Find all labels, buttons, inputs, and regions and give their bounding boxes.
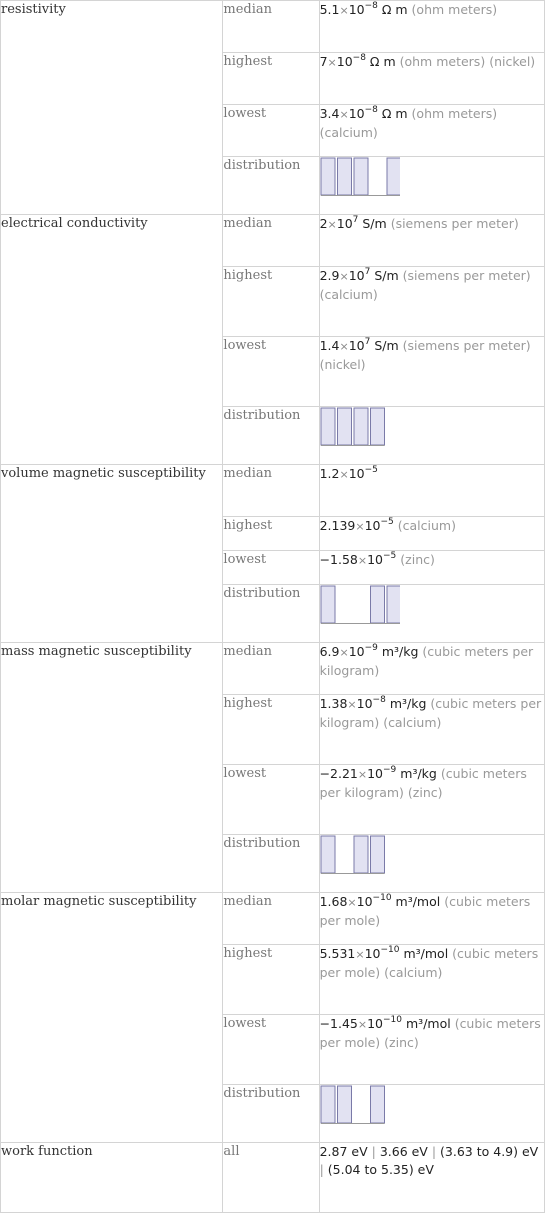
element-note: (calcium) xyxy=(319,287,378,302)
unit-description: (siemens per meter) xyxy=(402,268,531,283)
histogram-bar xyxy=(337,408,351,445)
histogram-bar xyxy=(354,158,368,195)
value-exponent: −5 xyxy=(380,516,394,527)
distribution-histogram xyxy=(320,835,400,875)
value-mantissa: 1.38 xyxy=(319,696,348,711)
histogram-bar xyxy=(337,1086,351,1123)
value-exponent: −8 xyxy=(372,694,386,705)
value-exponent: −8 xyxy=(364,104,378,115)
stat-label: median xyxy=(223,1,319,53)
value-mantissa: 1.2 xyxy=(319,466,340,481)
value-exponent: 7 xyxy=(364,266,371,277)
stat-value xyxy=(319,1143,544,1213)
value-exponent: 7 xyxy=(364,336,371,347)
unit-description: (cubic meters per mole) xyxy=(319,946,539,980)
value-unit: Ω m xyxy=(381,2,408,17)
times-symbol: × xyxy=(357,554,368,567)
value-unit: m³/kg xyxy=(400,766,437,781)
work-function-value: (5.04 to 5.35) eV xyxy=(327,1162,434,1177)
value-unit: m³/kg xyxy=(389,696,427,711)
stat-label: lowest xyxy=(223,1015,319,1085)
unit-description: (cubic meters per kilogram) xyxy=(319,644,534,678)
times-symbol: × xyxy=(339,340,349,353)
stat-label: distribution xyxy=(223,1085,319,1143)
stat-label: lowest xyxy=(223,337,319,407)
property-name: electrical conductivity xyxy=(1,215,223,465)
power-base: 10 xyxy=(364,946,381,961)
value-mantissa: 2.139 xyxy=(319,518,356,533)
unit-description: (ohm meters) xyxy=(411,106,498,121)
stat-value xyxy=(319,1,544,53)
element-note: (calcium) xyxy=(397,518,456,533)
times-symbol: × xyxy=(339,468,349,481)
power-base: 10 xyxy=(336,216,353,231)
histogram-bar xyxy=(354,836,368,873)
stat-label: median xyxy=(223,643,319,695)
property-name: volume magnetic susceptibility xyxy=(1,465,223,643)
property-name: molar magnetic susceptibility xyxy=(1,893,223,1143)
value-mantissa: −1.45 xyxy=(319,1016,358,1031)
value-unit: m³/mol xyxy=(403,946,449,961)
value-unit: m³/mol xyxy=(395,894,441,909)
times-symbol: × xyxy=(327,218,337,231)
distribution-histogram xyxy=(320,157,400,197)
distribution-chart-cell xyxy=(319,585,544,643)
histogram-bar xyxy=(387,586,400,623)
histogram-bar xyxy=(370,408,384,445)
histogram-bar xyxy=(370,586,384,623)
times-symbol: × xyxy=(339,4,349,17)
histogram-bar xyxy=(370,836,384,873)
stat-label: lowest xyxy=(223,551,319,585)
stat-value xyxy=(319,893,544,945)
value-separator: | xyxy=(371,1144,376,1159)
value-exponent: −5 xyxy=(383,550,397,561)
value-mantissa: 5.531 xyxy=(319,946,356,961)
stat-value xyxy=(319,695,544,765)
value-separator: | xyxy=(431,1144,437,1159)
power-base: 10 xyxy=(348,2,365,17)
value-unit: S/m xyxy=(374,268,399,283)
histogram-bar xyxy=(321,836,335,873)
stat-value xyxy=(319,215,544,267)
value-unit: m³/kg xyxy=(381,644,419,659)
distribution-histogram xyxy=(320,407,400,447)
histogram-bar xyxy=(321,158,335,195)
unit-description: (cubic meters per mole) xyxy=(319,894,531,928)
times-symbol: × xyxy=(357,1018,368,1031)
property-name: work function xyxy=(1,1143,223,1213)
times-symbol: × xyxy=(339,108,349,121)
element-note: (zinc) xyxy=(400,552,435,567)
stat-value xyxy=(319,53,544,105)
power-base: 10 xyxy=(356,696,373,711)
stat-value xyxy=(319,765,544,835)
value-mantissa: 2 xyxy=(319,216,328,231)
unit-description: (cubic meters per mole) xyxy=(319,1016,541,1050)
stat-label: highest xyxy=(223,267,319,337)
stat-label: highest xyxy=(223,695,319,765)
value-exponent: −10 xyxy=(372,892,392,903)
value-exponent: −5 xyxy=(364,464,378,475)
histogram-bar xyxy=(321,586,335,623)
element-note: (nickel) xyxy=(319,357,366,372)
histogram-bar xyxy=(354,408,368,445)
value-mantissa: 2.9 xyxy=(319,268,340,283)
work-function-value: (3.63 to 4.9) eV xyxy=(440,1144,539,1159)
value-separator: | xyxy=(319,1162,324,1177)
times-symbol: × xyxy=(355,948,365,961)
unit-description: (siemens per meter) xyxy=(402,338,531,353)
times-symbol: × xyxy=(347,698,357,711)
power-base: 10 xyxy=(367,766,384,781)
table-row xyxy=(1,215,545,267)
value-unit: S/m xyxy=(362,216,387,231)
work-function-value: 3.66 eV xyxy=(379,1144,428,1159)
property-name: mass magnetic susceptibility xyxy=(1,643,223,893)
value-exponent: −10 xyxy=(383,1014,403,1025)
value-exponent: −8 xyxy=(352,52,366,63)
work-function-value: 2.87 eV xyxy=(319,1144,368,1159)
properties-table-body xyxy=(1,1,545,1213)
histogram-bar xyxy=(387,158,400,195)
power-base: 10 xyxy=(348,106,365,121)
stat-label: median xyxy=(223,893,319,945)
element-note: (zinc) xyxy=(384,1035,419,1050)
stat-label: distribution xyxy=(223,157,319,215)
power-base: 10 xyxy=(348,268,365,283)
stat-value xyxy=(319,945,544,1015)
value-mantissa: −2.21 xyxy=(319,766,358,781)
stat-value xyxy=(319,465,544,517)
element-note: (calcium) xyxy=(383,715,442,730)
stat-value xyxy=(319,643,544,695)
histogram-bar xyxy=(370,1086,384,1123)
stat-value xyxy=(319,551,544,585)
distribution-chart-cell xyxy=(319,407,544,465)
stat-label: lowest xyxy=(223,765,319,835)
stat-label: highest xyxy=(223,53,319,105)
value-exponent: −8 xyxy=(364,0,378,11)
power-base: 10 xyxy=(367,552,384,567)
distribution-histogram xyxy=(320,1085,400,1125)
value-mantissa: 3.4 xyxy=(319,106,340,121)
value-mantissa: 1.4 xyxy=(319,338,340,353)
table-row xyxy=(1,1,545,53)
value-exponent: −9 xyxy=(383,764,397,775)
unit-description: (cubic meters per kilogram) xyxy=(319,766,527,800)
power-base: 10 xyxy=(356,894,373,909)
value-unit: Ω m xyxy=(381,106,408,121)
value-unit: S/m xyxy=(374,338,399,353)
value-exponent: 7 xyxy=(352,214,359,225)
distribution-histogram xyxy=(320,585,400,625)
element-note: (calcium) xyxy=(384,965,443,980)
distribution-chart-cell xyxy=(319,157,544,215)
value-unit: Ω m xyxy=(369,54,396,69)
unit-description: (siemens per meter) xyxy=(390,216,519,231)
histogram-bar xyxy=(321,408,335,445)
stat-value xyxy=(319,337,544,407)
times-symbol: × xyxy=(339,270,349,283)
value-mantissa: 5.1 xyxy=(319,2,340,17)
property-name: resistivity xyxy=(1,1,223,215)
unit-description: (cubic meters per kilogram) xyxy=(319,696,542,730)
stat-label: highest xyxy=(223,945,319,1015)
value-exponent: −10 xyxy=(380,944,400,955)
element-note: (nickel) xyxy=(489,54,536,69)
power-base: 10 xyxy=(367,1016,384,1031)
stat-value xyxy=(319,1015,544,1085)
table-row xyxy=(1,893,545,945)
unit-description: (ohm meters) xyxy=(399,54,486,69)
histogram-bar xyxy=(337,158,351,195)
value-unit: m³/mol xyxy=(406,1016,451,1031)
times-symbol: × xyxy=(357,768,368,781)
table-row xyxy=(1,643,545,695)
times-symbol: × xyxy=(355,520,365,533)
stat-label: distribution xyxy=(223,407,319,465)
element-note: (calcium) xyxy=(319,125,378,140)
element-note: (zinc) xyxy=(407,785,443,800)
stat-value xyxy=(319,517,544,551)
times-symbol: × xyxy=(339,646,349,659)
stat-label: median xyxy=(223,215,319,267)
distribution-chart-cell xyxy=(319,1085,544,1143)
value-exponent: −9 xyxy=(364,642,378,653)
histogram-bar xyxy=(321,1086,335,1123)
power-base: 10 xyxy=(364,518,381,533)
stat-label: median xyxy=(223,465,319,517)
table-row xyxy=(1,465,545,517)
value-mantissa: 1.68 xyxy=(319,894,348,909)
stat-label: lowest xyxy=(223,105,319,157)
times-symbol: × xyxy=(347,896,357,909)
stat-label: distribution xyxy=(223,585,319,643)
stat-value xyxy=(319,267,544,337)
distribution-chart-cell xyxy=(319,835,544,893)
stat-value xyxy=(319,105,544,157)
power-base: 10 xyxy=(336,54,353,69)
stat-label: distribution xyxy=(223,835,319,893)
stat-label: highest xyxy=(223,517,319,551)
power-base: 10 xyxy=(348,338,365,353)
value-mantissa: 6.9 xyxy=(319,644,340,659)
power-base: 10 xyxy=(348,644,365,659)
power-base: 10 xyxy=(348,466,365,481)
table-row xyxy=(1,1143,545,1213)
unit-description: (ohm meters) xyxy=(411,2,498,17)
times-symbol: × xyxy=(327,56,337,69)
value-mantissa: −1.58 xyxy=(319,552,358,567)
value-mantissa: 7 xyxy=(319,54,328,69)
stat-label: all xyxy=(223,1143,319,1213)
